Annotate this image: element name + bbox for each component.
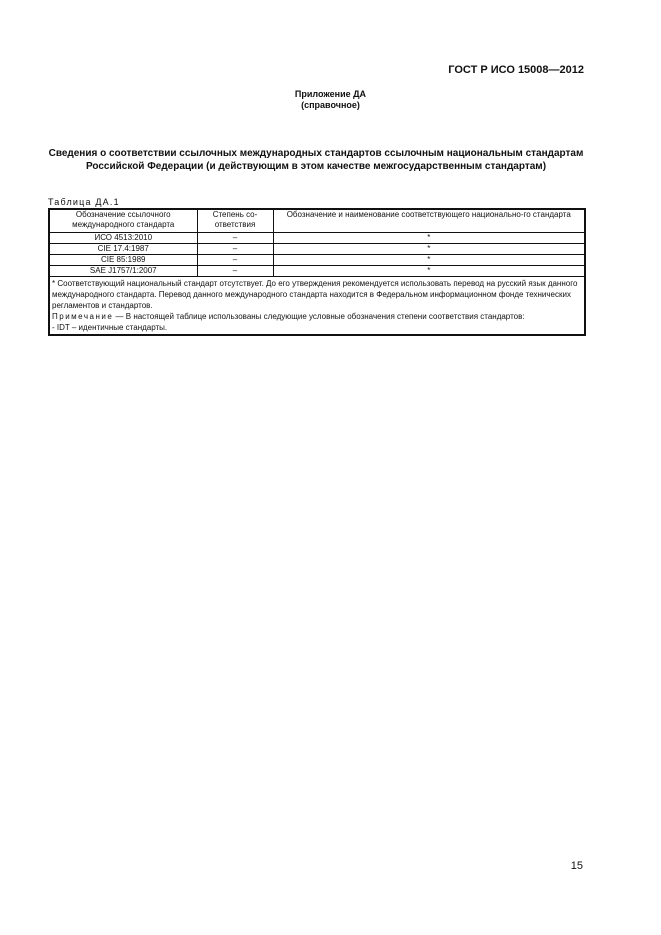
header-intl-standard: Обозначение ссылочного международного стандарта — [49, 209, 197, 233]
annex-type: (справочное) — [301, 100, 360, 110]
note-text: — В настоящей таблице использованы следующие условные обозначения степени соответствия стандартов: — [113, 312, 525, 321]
table-footnote: * Соответствующий национальный стандарт отсутствует. До его утверждения рекомендуется использовать перевод на русский язык данного международного стандарта. Перевод данного международного стандарта находится в Федеральном информационном фонде технических регламентов и стандартов. — [52, 279, 578, 310]
table-cell: – — [197, 233, 273, 244]
table-row — [49, 266, 585, 277]
document-code: ГОСТ Р ИСО 15008—2012 — [448, 64, 584, 76]
table-notes-row — [49, 277, 585, 336]
page-number: 15 — [570, 860, 583, 872]
reference-table — [48, 208, 586, 336]
table-cell: * — [273, 244, 585, 255]
table-cell: – — [197, 255, 273, 266]
note-label: Примечание — [52, 312, 114, 321]
header-national-standard: Обозначение и наименование соответствующего национально-го стандарта — [273, 209, 585, 233]
table-header-row — [49, 209, 585, 233]
table-row — [49, 255, 585, 266]
table-caption: Таблица ДА.1 — [48, 197, 120, 207]
table-cell: * — [273, 255, 585, 266]
header-degree: Степень со-ответствия — [197, 209, 273, 233]
table-cell: – — [197, 266, 273, 277]
annex-main-title: Сведения о соответствии ссылочных международных стандартов ссылочным национальным стандартам Российской Федерации (и действующим в этом качестве межгосударственным стандартам) — [48, 148, 584, 172]
table-cell: * — [273, 233, 585, 244]
table-cell: * — [273, 266, 585, 277]
annex-heading — [0, 89, 661, 111]
table-cell: – — [197, 244, 273, 255]
table-row — [49, 233, 585, 244]
table-note — [52, 311, 581, 322]
table-cell: CIE 17.4:1987 — [49, 244, 197, 255]
table-notes — [49, 277, 585, 336]
table-cell: SAE J1757/1:2007 — [49, 266, 197, 277]
note-item: - IDT – идентичные стандарты. — [52, 323, 168, 332]
annex-title: Приложение ДА — [294, 89, 367, 99]
table-cell: CIE 85:1989 — [49, 255, 197, 266]
table-row — [49, 244, 585, 255]
table-cell: ИСО 4513:2010 — [49, 233, 197, 244]
